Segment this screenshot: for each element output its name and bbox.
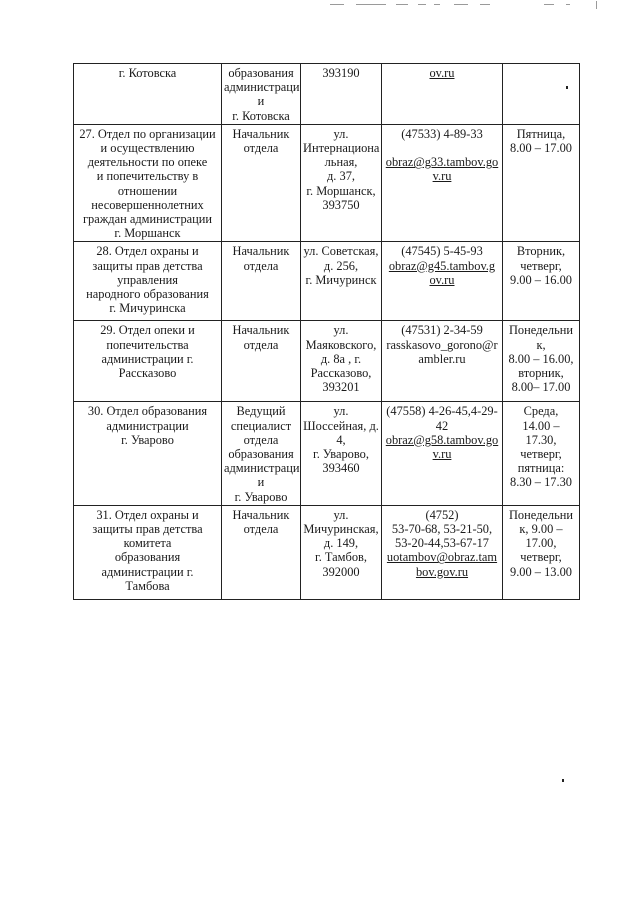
address-line: льная, xyxy=(324,155,358,170)
contact-line: v.ru xyxy=(432,169,452,184)
name-line: администрации г. xyxy=(101,564,194,579)
position-line: отдела xyxy=(243,141,279,156)
hours-line: 9.00 – 13.00 xyxy=(510,564,572,579)
cell-position xyxy=(222,64,301,125)
name-line: и осуществлению xyxy=(100,141,195,156)
name-line: г. Уварово xyxy=(121,432,174,447)
cell-position xyxy=(222,402,301,505)
position-line: и xyxy=(257,94,265,109)
address-line: Мичуринская, xyxy=(303,522,379,537)
address-line: 392000 xyxy=(322,564,360,579)
cell-position xyxy=(222,124,301,242)
address-line: Шоссейная, д. xyxy=(303,418,379,433)
name-line: администрации xyxy=(106,418,189,433)
cell-contact xyxy=(382,124,503,242)
hours-line: 17.00, xyxy=(525,536,557,551)
contact-line: obraz@g58.tambov.go xyxy=(385,432,499,447)
name-line: 29. Отдел опеки и xyxy=(100,323,195,338)
contact-line: (47558) 4-26-45,4-29- xyxy=(386,404,498,419)
hours-line: 8.30 – 17.30 xyxy=(510,475,572,490)
contacts-table xyxy=(73,63,580,600)
name-line: деятельности по опеке xyxy=(87,155,208,170)
hours-line: вторник, xyxy=(518,366,564,381)
address-line: Интернациона xyxy=(303,141,380,156)
hours-line: Вторник, xyxy=(516,244,566,259)
cell-name xyxy=(74,505,222,599)
position-line: образования xyxy=(228,447,294,462)
hours-line xyxy=(505,66,577,80)
contact-line: obraz@g33.tambov.go xyxy=(385,155,499,170)
name-line: попечительства xyxy=(106,337,189,352)
address-line: 4, xyxy=(336,432,346,447)
cell-address xyxy=(301,402,382,505)
cell-address xyxy=(301,505,382,599)
contact-line: uotambov@obraz.tam xyxy=(386,550,498,565)
cell-hours xyxy=(503,124,580,242)
contact-line: 53-70-68, 53-21-50, xyxy=(391,522,493,537)
scan-artifact-marks xyxy=(330,4,620,8)
hours-line: Пятница, xyxy=(516,126,566,141)
hours-line: пятница: xyxy=(517,461,565,476)
cell-contact xyxy=(382,505,503,599)
hours-line: четверг, xyxy=(520,447,562,462)
name-line: г. Моршанск xyxy=(114,226,181,241)
name-line: 30. Отдел образования xyxy=(87,404,208,419)
table-row xyxy=(74,124,580,242)
name-line: 28. Отдел охраны и xyxy=(96,244,199,259)
cell-position xyxy=(222,321,301,402)
cell-address xyxy=(301,321,382,402)
address-line: д. 37, xyxy=(327,169,355,184)
address-line: г. Моршанск, xyxy=(306,183,376,198)
address-line: ул. xyxy=(333,323,349,338)
address-line: г. Тамбов, xyxy=(315,550,367,565)
cell-position xyxy=(222,505,301,599)
name-line: несовершеннолетних xyxy=(91,197,204,212)
name-line: г. Мичуринска xyxy=(109,301,186,316)
name-line: Рассказово xyxy=(118,366,177,381)
table-row xyxy=(74,64,580,125)
table-row xyxy=(74,505,580,599)
address-line: 393190 xyxy=(322,66,360,80)
hours-line: 14.00 – xyxy=(522,418,560,433)
name-line: защиты прав детства xyxy=(92,258,203,273)
cell-hours xyxy=(503,402,580,505)
position-line: администраци xyxy=(224,461,300,476)
cell-name xyxy=(74,402,222,505)
position-line: администраци xyxy=(224,80,300,95)
contact-line: (47533) 4-89-33 xyxy=(401,126,483,141)
contact-line: ambler.ru xyxy=(418,351,466,366)
cell-contact xyxy=(382,321,503,402)
contact-line: (47545) 5-45-93 xyxy=(401,244,483,259)
cell-name xyxy=(74,124,222,242)
hours-line: 8.00– 17.00 xyxy=(511,380,571,395)
cell-address xyxy=(301,242,382,321)
address-line: г. Мичуринск xyxy=(305,272,377,287)
cell-name xyxy=(74,321,222,402)
address-line: ул. xyxy=(333,404,349,419)
name-line: образования xyxy=(114,550,181,565)
hours-line: к, 9.00 – xyxy=(519,522,563,537)
position-line: отдела xyxy=(243,337,279,352)
position-line: г. Котовска xyxy=(232,108,290,123)
address-line: Рассказово, xyxy=(310,366,372,381)
contact-line: (47531) 2-34-59 xyxy=(401,323,483,338)
address-line: Маяковского, xyxy=(305,337,377,352)
position-line: и xyxy=(257,475,265,490)
hours-line: Среда, xyxy=(523,404,559,419)
position-line: г. Уварово xyxy=(234,489,288,504)
name-line: и попечительству в xyxy=(96,169,199,184)
name-line: 27. Отдел по организации xyxy=(79,126,216,141)
name-line: администрации г. xyxy=(101,351,194,366)
address-line: д. 8а , г. xyxy=(320,351,362,366)
contact-line: ov.ru xyxy=(429,272,455,287)
position-line: Начальник xyxy=(232,323,290,338)
address-line: 393460 xyxy=(322,461,360,476)
contact-line: rasskasovo_gorono@r xyxy=(386,337,498,352)
hours-line: 9.00 – 16.00 xyxy=(510,272,572,287)
position-line: Начальник xyxy=(232,507,290,522)
name-line: г. Котовска xyxy=(118,66,177,80)
cell-address xyxy=(301,64,382,125)
hours-line: Понедельни xyxy=(508,507,573,522)
address-line: 393750 xyxy=(322,197,360,212)
name-line: комитета xyxy=(123,536,172,551)
position-line: образования xyxy=(228,66,294,80)
contact-line: obraz@g45.tambov.g xyxy=(388,258,496,273)
cell-hours xyxy=(503,242,580,321)
cell-address xyxy=(301,124,382,242)
hours-line: 8.00 – 17.00 xyxy=(510,141,572,156)
table-row xyxy=(74,402,580,505)
hours-line: четверг, xyxy=(520,258,562,273)
contact-line: bov.gov.ru xyxy=(415,564,469,579)
cell-hours xyxy=(503,64,580,125)
hours-line: 8.00 – 16.00, xyxy=(508,351,574,366)
contact-line xyxy=(384,141,500,155)
hours-line: к, xyxy=(536,337,546,352)
name-line: защиты прав детства xyxy=(92,522,203,537)
position-line: отдела xyxy=(243,522,279,537)
position-line: Ведущий xyxy=(236,404,286,419)
contact-line: (4752) xyxy=(425,507,459,522)
cell-name xyxy=(74,242,222,321)
position-line: специалист xyxy=(230,418,292,433)
position-line: Начальник xyxy=(232,244,290,259)
name-line: 31. Отдел охраны и xyxy=(96,507,199,522)
position-line: отдела xyxy=(243,258,279,273)
name-line: Тамбова xyxy=(125,578,170,593)
name-line: граждан администрации xyxy=(82,212,213,227)
cell-contact xyxy=(382,402,503,505)
table-row xyxy=(74,242,580,321)
table-row xyxy=(74,321,580,402)
address-line: г. Уварово, xyxy=(313,447,369,462)
cell-position xyxy=(222,242,301,321)
name-line: отношении xyxy=(117,183,178,198)
cell-hours xyxy=(503,321,580,402)
address-line: ул. Советская, xyxy=(303,244,379,259)
cell-name xyxy=(74,64,222,125)
cell-contact xyxy=(382,242,503,321)
contact-line: 42 xyxy=(435,418,449,433)
address-line: ул. xyxy=(333,507,349,522)
contact-line: 53-20-44,53-67-17 xyxy=(395,536,489,551)
address-line: д. 256, xyxy=(323,258,359,273)
hours-line: четверг, xyxy=(520,550,562,565)
cell-hours xyxy=(503,505,580,599)
position-line: Начальник xyxy=(232,126,290,141)
hours-line: Понедельни xyxy=(508,323,573,338)
address-line: д. 149, xyxy=(323,536,359,551)
cell-contact xyxy=(382,64,503,125)
position-line: отдела xyxy=(243,432,279,447)
address-line: ул. xyxy=(333,126,349,141)
name-line: народного образования xyxy=(86,287,209,302)
hours-line: 17.30, xyxy=(525,432,557,447)
address-line: 393201 xyxy=(322,380,360,395)
name-line: управления xyxy=(117,272,178,287)
contact-line: v.ru xyxy=(432,447,452,462)
contact-line: ov.ru xyxy=(429,66,455,80)
